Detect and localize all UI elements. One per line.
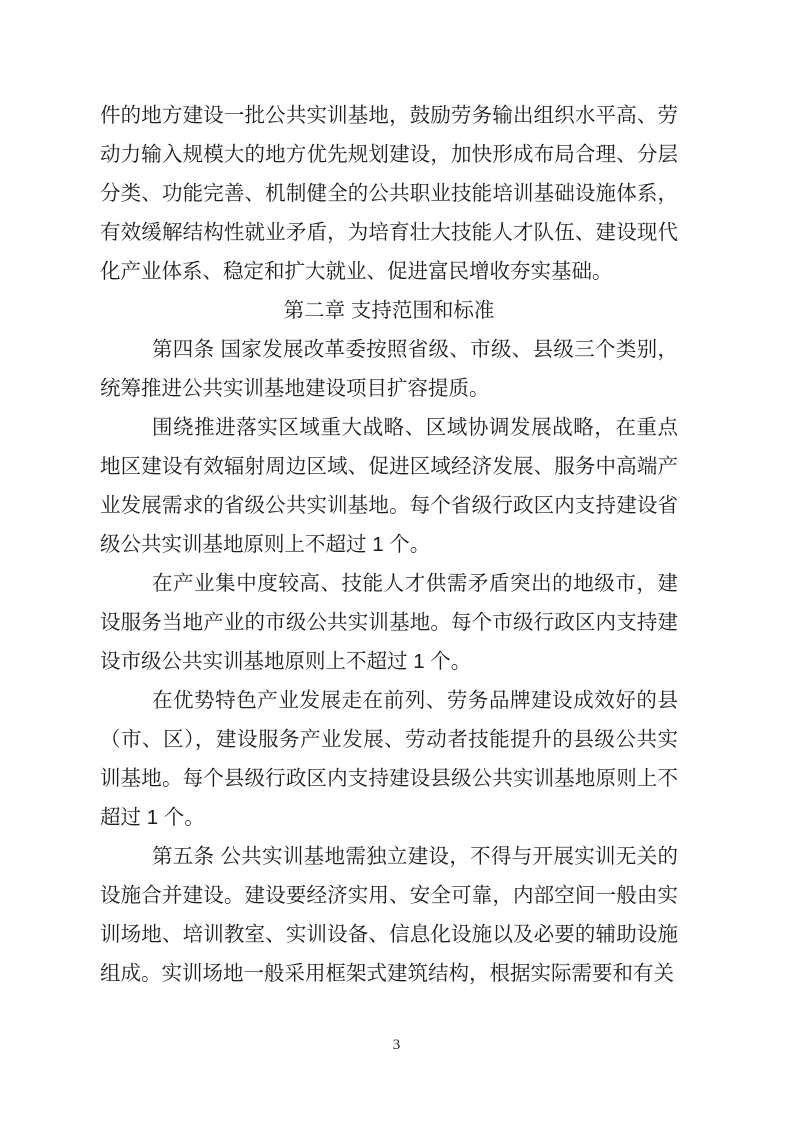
body-paragraph-article-5: 第五条 公共实训基地需独立建设，不得与开展实训无关的设施合并建设。建设要经济实用、安全可靠，内部空间一般由实训场地、培训教室、实训设备、信息化设施以及必要的辅助设施组成。实训场地一般采用框架式建筑结构，根据实际需要和有关 (100, 845, 678, 985)
body-paragraph-provincial-bases: 围绕推进落实区域重大战略、区域协调发展战略，在重点地区建设有效辐射周边区域、促进区域经济发展、服务中高端产业发展需求的省级公共实训基地。每个省级行政区内支持建设省级公共实训基地原则上不超过 1 个。 (100, 416, 678, 556)
body-paragraph-article-4: 第四条 国家发展改革委按照省级、市级、县级三个类别，统筹推进公共实训基地建设项目扩容提质。 (100, 338, 678, 400)
body-paragraph-continuation: 件的地方建设一批公共实训基地，鼓励劳务输出组织水平高、劳动力输入规模大的地方优先规划建设，加快形成布局合理、分层分类、功能完善、机制健全的公共职业技能培训基础设施体系，有效缓解结构性就业矛盾，为培育壮大技能人才队伍、建设现代化产业体系、稳定和扩大就业、促进富民增收夯实基础。 (100, 104, 678, 283)
document-body (100, 96, 678, 993)
page-number: 3 (392, 1037, 401, 1053)
body-paragraph-city-bases: 在产业集中度较高、技能人才供需矛盾突出的地级市，建设服务当地产业的市级公共实训基地。每个市级行政区内支持建设市级公共实训基地原则上不超过 1 个。 (100, 572, 678, 673)
chapter-heading: 第二章 支持范围和标准 (283, 299, 495, 322)
body-paragraph-county-bases: 在优势特色产业发展走在前列、劳务品牌建设成效好的县（市、区），建设服务产业发展、劳动者技能提升的县级公共实训基地。每个县级行政区内支持建设县级公共实训基地原则上不超过 1 个。 (100, 689, 678, 829)
